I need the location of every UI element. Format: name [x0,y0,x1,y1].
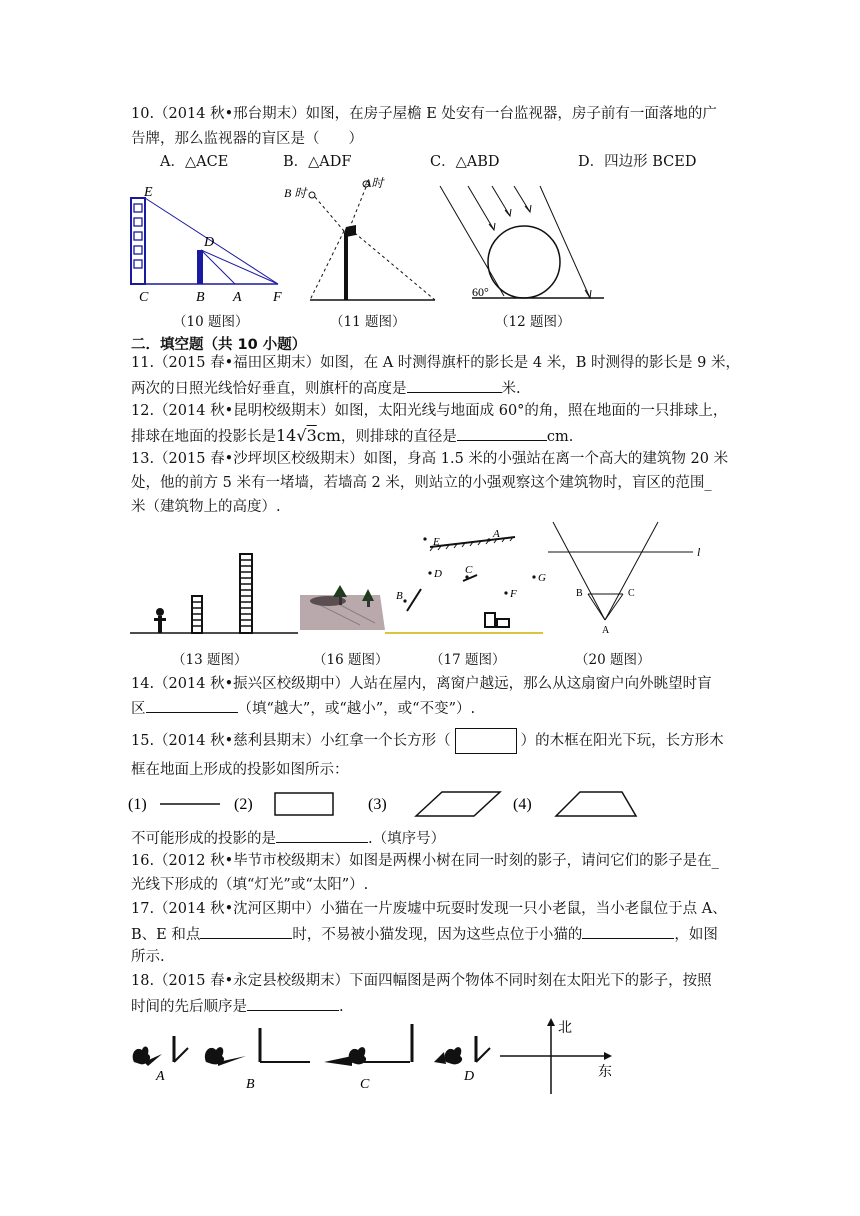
shape-label-4: (4) [513,796,532,813]
figure-16 [300,575,385,637]
label-b: B [396,590,403,602]
q18-answer-blank[interactable] [247,995,339,1011]
label-d: D [464,1069,475,1084]
q10-line2: 告牌，那么监视器的盲区是（ ） [131,131,363,147]
q18-line2: 时间的先后顺序是 . [131,995,344,1017]
q17-answer-blank-2[interactable] [582,923,674,939]
q13-line1: 13.（2015 春•沙坪坝区校级期末）如图，身高 1.5 米的小强站在离一个高大的建筑物 20 米 [131,451,729,467]
q12-answer-blank[interactable] [457,425,547,441]
label-a: A [602,625,610,636]
q15-line2: 框在地面上形成的投影如图所示： [131,762,349,778]
label-f: F [273,290,282,305]
label-a: A [233,290,242,305]
compass-icon [500,1018,612,1094]
q17-answer-blank-1[interactable] [200,923,292,939]
section-2-title: 二．填空题（共 10 小题） [131,337,307,353]
q16-line2: 光线下形成的（填“灯光”或“太阳”）. [131,877,369,893]
label-b-time: B 时 [284,186,307,200]
q14-line2: 区 （填“越大”，或“越小”，或“不变”）. [131,697,475,719]
caption-fig17: （17 题图） [430,652,506,668]
label-c: C [360,1077,370,1092]
figure-20 [548,520,708,640]
label-b: B [246,1077,255,1092]
label-g: G [538,572,546,584]
label-c: C [465,564,473,576]
figure-11 [280,175,440,303]
label-e: E [144,185,153,200]
caption-fig13: （13 题图） [172,652,248,668]
figure-17 [385,525,545,637]
q18-line1: 18.（2015 春•永定县校级期末）下面四幅图是两个物体不同时刻在太阳光下的影子，按照 [131,973,712,989]
picture-c [324,1024,412,1066]
shape-label-1: (1) [128,796,147,813]
label-c: C [139,290,149,305]
label-a: A [493,528,500,540]
q14-answer-blank[interactable] [146,697,238,713]
q17-line1: 17.（2014 秋•沈河区期中）小猫在一片废墟中玩耍时发现一只小老鼠，当小老鼠位于点 A、 [131,901,727,917]
q16-line1: 16.（2012 秋•毕节市校级期末）如图是两棵小树在同一时刻的影子，请问它们的影子是在_ [131,853,719,869]
rectangle-frame-icon [455,728,517,754]
picture-d [434,1036,490,1064]
picture-a [133,1036,188,1066]
label-a-time: A时 [364,176,384,190]
caption-fig12: （12 题图） [495,314,571,330]
q10-option-b: B．△ADF [283,154,352,170]
q10-option-d: D．四边形 BCED [578,154,697,170]
q12-line2: 排球在地面的投影长是14√3cm，则排球的直径是 cm. [131,426,574,445]
q11-line1: 11.（2015 春•福田区期末）如图，在 A 时测得旗杆的影长是 4 米，B 时测得的影长是 9 米， [131,355,740,371]
label-c: C [628,588,635,599]
label-b: B [196,290,205,305]
caption-fig16: （16 题图） [313,652,389,668]
q10-line1: 10.（2014 秋•邢台期末）如图，在房子屋檐 E 处安有一台监视器，房子前有一面落地的广 [131,106,717,122]
label-north: 北 [558,1021,572,1036]
caption-fig11: （11 题图） [330,314,406,330]
q15-answer-blank[interactable] [276,827,368,843]
label-d: D [204,235,215,250]
q15-line3: 不可能形成的投影的是 .（填序号） [131,827,445,849]
shape-label-2: (2) [234,796,253,813]
caption-fig10: （10 题图） [173,314,249,330]
label-e: E [433,536,440,548]
figure-13 [130,548,300,638]
q15-line1: 15.（2014 秋•慈利县期末）小红拿一个长方形（ ）的木框在阳光下玩，长方形木 [131,728,724,754]
q18-pictures [128,1018,628,1100]
picture-b [205,1028,310,1066]
label-l: l [697,545,701,559]
q11-answer-blank[interactable] [407,377,502,393]
q13-line2: 处，他的前方 5 米有一堵墙，若墙高 2 米，则站立的小强观察这个建筑物时，盲区的范围_ [131,475,712,491]
figure-10 [125,180,285,305]
label-a: A [156,1069,165,1084]
shape-label-3: (3) [368,796,387,813]
q10-option-a: A．△ACE [160,154,229,170]
q17-line2: B、E 和点 时，不易被小猫发现，因为这些点位于小猫的 ，如图 [131,923,718,945]
q11-line2: 两次的日照光线恰好垂直，则旗杆的高度是 米. [131,377,521,399]
q14-line1: 14.（2014 秋•振兴区校级期中）人站在屋内，离窗户越远，那么从这扇窗户向外眺望时盲 [131,676,712,692]
caption-fig20: （20 题图） [575,652,651,668]
label-east: 东 [598,1065,612,1080]
figure-12 [432,180,607,305]
q15-projections [128,788,648,824]
q10-option-c: C．△ABD [430,154,500,170]
q12-radical-value: 14√3cm [276,426,341,445]
q13-line3: 米（建筑物上的高度）. [131,499,281,515]
label-f: F [510,588,517,600]
label-b: B [576,588,583,599]
label-60-degrees: 60° [472,285,489,299]
q12-line1: 12.（2014 秋•昆明校级期末）如图，太阳光线与地面成 60°的角，照在地面的一只排球上， [131,403,728,419]
q17-line3: 所示. [131,949,165,965]
label-d: D [434,568,442,580]
